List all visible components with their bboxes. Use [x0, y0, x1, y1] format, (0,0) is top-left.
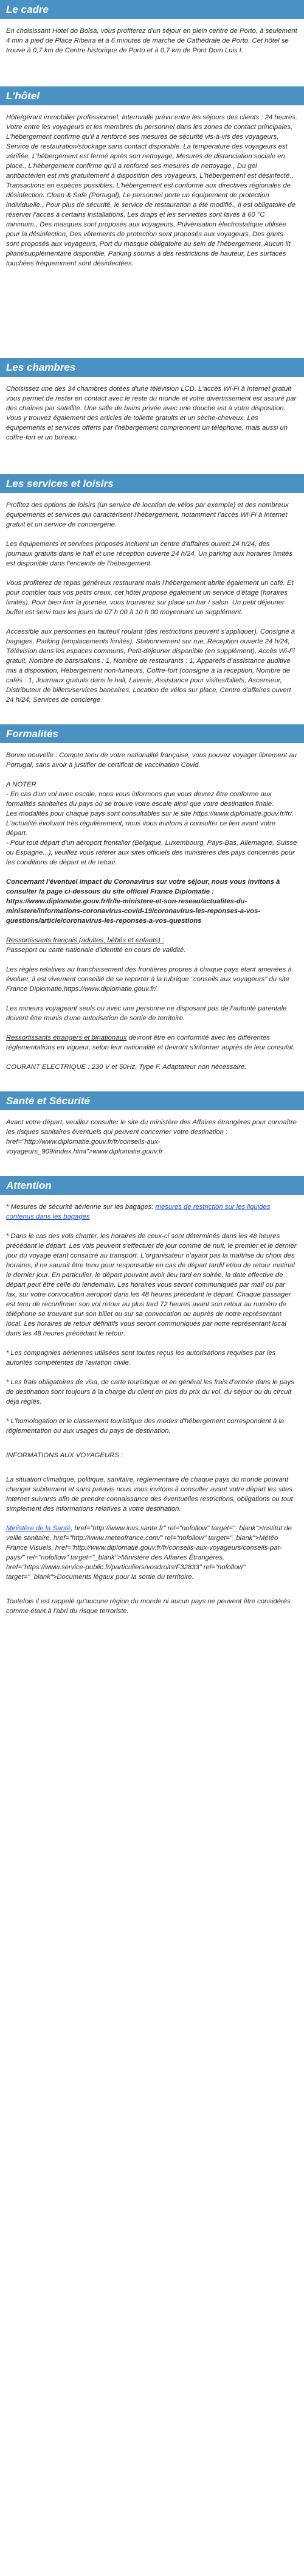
section-title-formalites: Formalités	[0, 724, 304, 743]
note-line: Les modalités pour chaque pays sont consultables sur le site https://www.diplomatie.gouv.fr/fr/. L'actualité évoluant très régulièrement, nous vous invitons à consulter ce lien avant votre départ.	[6, 810, 294, 837]
courant-text: COURANT ELECTRIQUE : 230 V et 50Hz, Type F. Adaptateur non nécessaire.	[6, 1063, 247, 1071]
attention-situation: La situation climatique, politique, sanitaire, réglementaire de chaque pays du monde pouvant changer subitement et sans préavis nous vous invitons à consulter avant votre départ les sites Internet suivants afin de prendre connaissance des éventuelles restrictions, obligations ou tout simplement des informations relatives à votre destination.	[6, 1476, 293, 1513]
etrangers-heading: Ressortissants étrangers et binationaux	[6, 1034, 127, 1041]
section-title-cadre: Le cadre	[0, 0, 304, 19]
services-paragraph: Accessible aux personnes en fauteuil roulant (des restrictions peuvent s'appliquer), Consigne à bagages, Parking (emplacements limités), Stationnement sur rue, Réception ouverte 24 h/24, Télévision dans les espaces communs, Petit-déjeuner disponible (en supplément), Accès Wi-Fi gratuit, Nombre de bars/salons : 1, Nombre de restaurants : 1, Appareils d'assistance auditive mis à disposition, Hébergement non-fumeurs, Coffre-fort (consigne à la réception, Nombre de cafés : 1, Journaux gratuits dans le hall, Laverie, Assistance pour visites/billets, Ascenseur, Distributeur de billets/services bancaires, Location de vélos sur place, Centre d'affaires ouvert 24 h/24, Services de concierge	[6, 628, 295, 704]
attention-bagages-prefix: * Mesures de sécurité aérienne sur les bagages:	[6, 1203, 156, 1211]
section-services	[0, 474, 304, 724]
mineurs-text: Les mineurs voyageant seuls ou avec une personne ne disposant pas de l'autorité parentale doivent être munis d'une autorisation de sortie de territoire.	[6, 1005, 287, 1022]
cadre-text: En choisissant Hotel do Bolsa, vous profiterez d'un séjour en plein centre de Porto, à seulement 4 min à pied de Place Ribeira et à 6 minutes de marche de Cathédrale de Porto. Cet hôtel se trouve à 0,7 km de Centre historique de Porto et à 0,7 km de Pont Dom Luis I.	[6, 27, 297, 54]
section-attention	[0, 1176, 304, 1622]
chambres-text: Choisissez une des 34 chambres dotées d'une télévision LCD. L'accès Wi-Fi à Internet gratuit vous permet de rester en contact avec le reste du monde et votre divertissement est assuré par des chaînes par satellite. Une salle de bains privée avec une douche est à votre disposition. Vous y trouvez également des articles de toilette gratuits et un sèche-cheveux. Les équipements et services offerts par l'hébergement comprennent un téléphone, mais aussi un coffre-fort et un bureau.	[6, 385, 297, 441]
section-chambres	[0, 358, 304, 474]
note-line: A NOTER	[6, 781, 36, 788]
section-hotel	[0, 86, 304, 358]
regles-text: Les règles relatives au franchissement des frontières propres à chaque pays étant amenées à évoluer, il est vivement conseillé de se reporter à la rubrique "conseils aux voyageurs" du site France Diplomatie,https://www.diplomatie.gouv.fr/.	[6, 966, 292, 993]
note-line: - Pour tout départ d'un aéroport frontalier (Belgique, Luxembourg, Pays-Bas, Allemagne, Suisse ou Espagne...), veuillez vous référer aux sites officiels des ministères des pays concernés pour les conditions de départ et de retour.	[6, 839, 297, 866]
attention-terrorisme: Toutefois il est rappelé qu'aucune région du monde ni aucun pays ne peuvent être considérés comme étant à l'abri du risque terroriste.	[6, 1598, 291, 1615]
etrangers-block	[6, 1033, 298, 1052]
ministere-sante-link[interactable]: Ministère de la Santé	[6, 1525, 71, 1532]
section-body-formalites	[0, 751, 304, 1072]
sante-text: Avant votre départ, veuillez consulter le site du ministère des Affaires étrangères pour connaître les risques sanitaires éventuels qui peuvent concerner votre destination : href="http://www.diplomatie.gouv.fr/fr/conseils-aux-voyageurs_909/index.html">www.diplomatie.gouv.fr	[6, 1119, 297, 1155]
section-title-attention: Attention	[0, 1176, 304, 1195]
section-title-chambres: Les chambres	[0, 358, 304, 377]
ressortissants-block	[6, 936, 298, 955]
attention-charter: * Dans le cas des vols charter, les horaires de ceux-ci sont déterminés dans les 48 heures précédant le départ. Les vols peuvent s'effectuer de jour comme de nuit, le premier et le dernier jour du voyage étant consacré au transport. L'organisateur n'ayant pas la maîtrise du choix des horaires, il ne saurait être tenu pour responsable en cas de départ tardif et/ou de retour matinal le dernier jour. En particulier, le départ pouvant avoir lieu tard en soirée, la date effective de départ peut être celle du lendemain. Les horaires vous seront communiqués par mail ou par fax, sur votre convocation aéroport dans les 48 heures précédant le départ. Chaque passager est tenu de reconfirmer son vol retour au plus tard 72 heures avant son retour au numéro de téléphone se trouvant sur son billet ou sur sa convocation ou auprès de notre représentant local. Les horaires de retour définitifs vous seront communiqués par notre représentant local dans les 48 heures précédant le retour.	[6, 1233, 297, 1337]
etrangers-text: devront être en conformité avec les différentes réglementations en vigueur, selon leur nationalité et devront s'informer auprès de leur consulat.	[6, 1034, 295, 1051]
section-title-hotel: L'hôtel	[0, 86, 304, 105]
coronavirus-notice: Concernant l'éventuel impact du Coronavirus sur votre séjour, nous vous invitons à consulter la page ci-dessous du site officiel France Diplomatie : https://www.diplomatie.gouv.fr/fr/le-ministere-et-son-reseau/actualites-du-ministere/informations-coronavirus-covid-19/coronavirus-les-reponses-a-vos-questions/article/coronavirus-les-reponses-a-vos-questions	[6, 878, 280, 925]
services-paragraph: Les équipements et services proposés incluent un centre d'affaires ouvert 24 h/24, des journaux gratuits dans le hall et une réception ouverte 24 h/24. Un parking aux horaires limités est disponible dans l'enceinte de l'hébergement.	[6, 541, 292, 567]
attention-compagnies: * Les compagnies aériennes utilisées sont toutes reçus les autorisations requises par les autorités compétentes de l'aviation civile.	[6, 1349, 276, 1367]
services-paragraph: Vous profiterez de repas généreux restaurant mais l'hébergement abrite également un café. Et pour combler tous vos petits creux, cet hôtel propose également un service d'étage (horaires limités). Pour bien finir la journée, vous trouverez sur place un bar / salon. Un petit déjeuner buffet est servi tous les jours de 07 h 00 à 10 h 00 moyennant un supplément.	[6, 579, 294, 616]
section-body-services	[0, 500, 304, 705]
ressortissants-text: Passeport ou carte nationale d'identité en cours de validité.	[6, 947, 186, 954]
attention-liens	[6, 1524, 298, 1582]
section-formalites	[0, 724, 304, 1091]
attention-homologation: * L'homologation et le classement touristique des modes d'hébergement correspondent à la réglementation ou aux usages du pays de destination.	[6, 1418, 285, 1435]
formalites-note	[6, 780, 298, 867]
ressortissants-heading: Ressortissants français (adultes, bébés et enfants) :	[6, 937, 164, 944]
hotel-text: Hôte/gérant immobilier professionnel, Internvalle prévu entre les séjours des clients : 24 heures. Votre entre les voyageurs et les membres du personnel dans les zones de contact principales, L'hébergement confirme qu'il a renforcé ses mesures de sécurité vis-à-vis des voyageurs, Service de restauration/stockage sans contact disponible. La température des voyageurs est vérifiée, L'hébergement est fermé après son nettoyage, Mesures de distanciation sociale en place., L'hébergement confirme qu'il a renforcé ses mesures de nettoyage., Du gel antibactérien est mis gratuitement à disposition des voyageurs, L'hébergement est désinfecté., Transactions en espèces possibles, L'hébergement est conforme aux directives régionales de désinfection. Clean & Safe (Portugal), Le personnel porte un équipement de protection individuelle., Pour plus de sécurité, le service de restauration a été modifié., Il est obligatoire de réserver l'accès à certains installations, Les draps et les serviettes sont lavés à 60 °C minimum., Des masques sont proposés aux voyageurs, Pulvérisation électrostatique utilisée pour la désinfection, Des vêtements de protection sont proposés aux voyageurs, Des gants sont proposés aux voyageurs, Port du masque obligatoire au sein de l'hébergement. Aucun lit pliant/supplémentaire disponible, Parking soumis à des restrictions de hauteur, Les surfaces touchées fréquemment sont désinfectées.	[6, 114, 298, 267]
section-body-chambres	[0, 384, 304, 452]
services-paragraph: Profitez des options de loisirs (un service de location de vélos par exemple) et des nombreux équipements et services qui caractérisent l'hébergement, notamment l'accès Wi-Fi à Internet gratuit et un service de conciergerie.	[6, 502, 289, 528]
section-body-cadre	[0, 26, 304, 55]
attention-liens-text: , href="http://www.invs.sante.fr" rel="nofollow" target="_blank">Institut de veille sanitaire, href="http://www.meteofrance.com/" rel="nofollow" target="_blank">Météo France Visuels, href="http://www.diplomatie.gouv.fr/fr/conseils-aux-voyageurs/conseils-par-pays/" rel="nofollow" target="_blank">Ministère des Affaires Étrangères, href="https://www.service-public.fr/particuliers/vosdroits/F32833" rel="nofollow" target="_blank">Documents légaux pour la sortie du territoire.	[6, 1525, 292, 1581]
section-cadre	[0, 0, 304, 86]
section-title-services: Les services et loisirs	[0, 474, 304, 493]
section-sante	[0, 1091, 304, 1176]
section-body-hotel	[0, 113, 304, 338]
liquides-restriction-link[interactable]: mesures de restriction sur les liquides contenus dans les bagages	[6, 1203, 271, 1220]
section-body-sante	[0, 1118, 304, 1157]
section-body-attention	[0, 1202, 304, 1616]
attention-bagages	[6, 1202, 298, 1222]
attention-frais: * Les frais obligatoires de visa, de carte touristique et en général les frais d'entrée dans le pays de destination sont toujours à la charge du client en plus du prix du vol, du séjour ou du circuit déjà réglés.	[6, 1379, 294, 1405]
section-title-sante: Santé et Sécurité	[0, 1091, 304, 1110]
note-line: - En cas d'un vol avec escale, nous vous informons que vous devrez être conforme aux formalités sanitaires du pays où se trouve votre escale ainsi que votre destination finale.	[6, 791, 274, 808]
formalites-intro: Bonne nouvelle : Compte tenu de votre nationalité française, vous pouvez voyager librement au Portugal, sans avoir à justifier de certificat de vaccination Covid.	[6, 752, 297, 769]
info-voyageurs-heading: INFORMATIONS AUX VOYAGEURS :	[6, 1452, 123, 1459]
